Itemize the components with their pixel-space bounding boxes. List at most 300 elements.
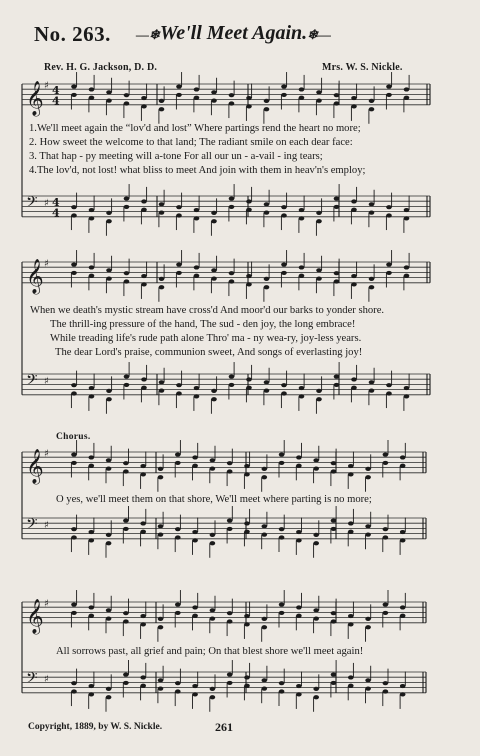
note-head [192, 464, 198, 468]
note-head [365, 467, 371, 471]
note-head [369, 99, 375, 103]
flourish-right: ❄— [307, 27, 332, 42]
note-head [158, 524, 164, 528]
lyric-line: When we death's mystic stream have cross'd And moor'd our barks to yonder shore. [30, 305, 385, 316]
note-head [192, 614, 198, 618]
note-head [369, 277, 375, 281]
note-head [106, 389, 112, 393]
note-head [192, 455, 198, 459]
note-head [316, 397, 322, 401]
note-head [227, 469, 233, 473]
note-head [89, 614, 95, 618]
note-head [348, 521, 354, 525]
note-head [89, 455, 95, 459]
note-head [124, 93, 130, 97]
note-head [299, 96, 305, 100]
note-head [106, 99, 112, 103]
note-head [158, 687, 164, 691]
note-head [229, 383, 235, 387]
note-head [400, 605, 406, 609]
note-head [211, 219, 217, 223]
note-head [316, 277, 322, 281]
note-head [334, 197, 340, 201]
note-head [210, 533, 216, 537]
note-head [227, 619, 233, 623]
note-head [400, 530, 406, 534]
note-head [404, 265, 410, 269]
time-signature-top: 4 [52, 83, 60, 97]
note-head [264, 285, 270, 289]
note-head [71, 391, 77, 395]
note-head [404, 208, 410, 212]
note-head [331, 519, 337, 523]
note-head [158, 467, 164, 471]
note-head [296, 684, 302, 688]
note-head [176, 85, 182, 89]
lyric-line: While treading life's rude path alone Thro' ma - ny wea-ry, joy-less years. [50, 333, 362, 344]
note-head [281, 383, 287, 387]
bass-clef: 𝄢 [26, 515, 38, 537]
note-head [365, 475, 371, 479]
note-head [175, 527, 181, 531]
note-head [141, 377, 147, 381]
note-head [351, 377, 357, 381]
note-head [211, 277, 217, 281]
note-head [400, 455, 406, 459]
lyric-line: 4.The lov'd, not lost! what bliss to meet And join with them in heav'n's employ; [29, 165, 366, 176]
note-head [211, 397, 217, 401]
note-head [264, 107, 270, 111]
note-head [124, 279, 130, 283]
note-head [140, 614, 146, 618]
note-head [210, 458, 216, 462]
note-head [262, 687, 268, 691]
note-head [141, 104, 147, 108]
key-signature-sharp: ♯ [44, 80, 49, 92]
note-head [176, 93, 182, 97]
note-head [264, 277, 270, 281]
note-head [176, 213, 182, 217]
note-head [264, 202, 270, 206]
note-head [334, 93, 340, 97]
note-head [369, 202, 375, 206]
note-head [141, 199, 147, 203]
note-head [123, 673, 129, 677]
note-head [89, 87, 95, 91]
note-head [227, 461, 233, 465]
note-head [244, 464, 250, 468]
note-head [383, 527, 389, 531]
composer-credit: Mrs. W. S. Nickle. [322, 62, 403, 73]
note-head [89, 684, 95, 688]
note-head [262, 467, 268, 471]
note-head [313, 617, 319, 621]
note-head [348, 684, 354, 688]
note-head [369, 380, 375, 384]
note-head [281, 263, 287, 267]
note-head [316, 211, 322, 215]
note-head [386, 263, 392, 267]
note-head [71, 85, 77, 89]
note-head [210, 541, 216, 545]
note-head [194, 96, 200, 100]
note-head [89, 386, 95, 390]
note-head [262, 475, 268, 479]
note-head [313, 608, 319, 612]
note-head [123, 681, 129, 685]
note-head [106, 687, 112, 691]
note-head [404, 386, 410, 390]
note-head [159, 202, 165, 206]
note-head [365, 625, 371, 629]
note-head [386, 85, 392, 89]
treble-clef: 𝄞 [26, 598, 44, 634]
note-head [299, 265, 305, 269]
note-head [244, 472, 250, 476]
note-head [211, 99, 217, 103]
note-head [89, 394, 95, 398]
note-head [227, 681, 233, 685]
note-head [71, 383, 77, 387]
note-head [194, 274, 200, 278]
bass-clef: 𝄢 [26, 371, 38, 393]
note-head [299, 87, 305, 91]
note-head [89, 530, 95, 534]
note-head [262, 524, 268, 528]
note-head [194, 87, 200, 91]
note-head [141, 96, 147, 100]
note-head [106, 608, 112, 612]
note-head [313, 458, 319, 462]
note-head [383, 689, 389, 693]
note-head [194, 208, 200, 212]
note-head [211, 268, 217, 272]
lyric-line: O yes, we'll meet them on that shore, We'll meet where parting is no more; [56, 494, 372, 505]
note-head [400, 692, 406, 696]
note-head [244, 521, 250, 525]
treble-clef: 𝄞 [26, 258, 44, 294]
hymn-title: We'll Meet Again. [159, 22, 308, 44]
note-head [106, 695, 112, 699]
note-head [123, 611, 129, 615]
note-head [71, 611, 77, 615]
note-head [400, 464, 406, 468]
note-head [313, 533, 319, 537]
note-head [351, 282, 357, 286]
note-head [404, 87, 410, 91]
note-head [106, 268, 112, 272]
note-head [159, 389, 165, 393]
lyric-line: All sorrows past, all grief and pain; On that blest shore we'll meet again! [56, 646, 364, 657]
note-head [159, 380, 165, 384]
note-head [159, 211, 165, 215]
key-signature-sharp: ♯ [44, 375, 49, 387]
note-head [211, 389, 217, 393]
note-head [299, 274, 305, 278]
note-head [279, 453, 285, 457]
note-head [400, 684, 406, 688]
note-head [348, 614, 354, 618]
page-number: 261 [215, 720, 233, 734]
note-head [123, 519, 129, 523]
note-head [141, 282, 147, 286]
note-head [229, 197, 235, 201]
note-head [281, 271, 287, 275]
note-head [264, 380, 270, 384]
note-head [331, 469, 337, 473]
note-head [124, 101, 130, 105]
note-head [316, 99, 322, 103]
lyric-line: The dear Lord's praise, communion sweet, And songs of everlasting joy! [55, 347, 363, 358]
lyric-line: 3. That hap - py meeting will a-tone For all our un - a-vail - ing tears; [29, 151, 323, 162]
note-head [106, 458, 112, 462]
note-head [281, 205, 287, 209]
note-head [106, 211, 112, 215]
note-head [158, 625, 164, 629]
note-head [158, 475, 164, 479]
note-head [175, 603, 181, 607]
note-head [123, 527, 129, 531]
note-head [316, 219, 322, 223]
key-signature-sharp: ♯ [44, 448, 49, 460]
note-head [89, 96, 95, 100]
note-head [89, 538, 95, 542]
note-head [351, 274, 357, 278]
note-head [331, 461, 337, 465]
note-head [106, 397, 112, 401]
note-head [383, 453, 389, 457]
note-head [348, 530, 354, 534]
note-head [262, 533, 268, 537]
note-head [175, 689, 181, 693]
note-head [192, 605, 198, 609]
note-head [262, 617, 268, 621]
note-head [176, 271, 182, 275]
note-head [299, 208, 305, 212]
note-head [331, 619, 337, 623]
note-head [123, 469, 129, 473]
note-head [351, 386, 357, 390]
note-head [244, 684, 250, 688]
note-head [316, 389, 322, 393]
note-head [175, 611, 181, 615]
note-head [296, 605, 302, 609]
note-head [386, 383, 392, 387]
note-head [158, 617, 164, 621]
note-head [194, 216, 200, 220]
note-head [331, 673, 337, 677]
note-head [71, 461, 77, 465]
note-head [246, 199, 252, 203]
note-head [106, 541, 112, 545]
note-head [246, 386, 252, 390]
note-head [71, 271, 77, 275]
lyricist-credit: Rev. H. G. Jackson, D. D. [44, 62, 158, 73]
time-signature-bottom: 4 [52, 94, 60, 108]
lyric-line: The thrill-ing pressure of the hand, The sud - den joy, the long embrace! [50, 319, 356, 330]
note-head [299, 394, 305, 398]
lyric-line: 1.We'll meet again the “lov'd and lost” Where partings rend the heart no more; [29, 123, 361, 134]
note-head [210, 695, 216, 699]
key-signature-sharp: ♯ [44, 197, 49, 209]
note-head [89, 605, 95, 609]
note-head [124, 205, 130, 209]
note-head [158, 533, 164, 537]
note-head [141, 274, 147, 278]
bass-clef: 𝄢 [26, 669, 38, 691]
note-head [210, 608, 216, 612]
note-head [89, 265, 95, 269]
note-head [383, 461, 389, 465]
note-head [365, 617, 371, 621]
time-signature-bottom: 4 [52, 206, 60, 220]
note-head [229, 271, 235, 275]
note-head [246, 282, 252, 286]
key-signature-sharp: ♯ [44, 673, 49, 685]
flourish-left: —❄ [136, 27, 160, 42]
note-head [192, 530, 198, 534]
note-head [106, 219, 112, 223]
note-head [296, 530, 302, 534]
note-head [106, 467, 112, 471]
note-head [365, 687, 371, 691]
note-head [334, 205, 340, 209]
note-head [348, 464, 354, 468]
note-head [365, 678, 371, 682]
note-head [369, 285, 375, 289]
note-head [210, 687, 216, 691]
note-head [279, 689, 285, 693]
note-head [175, 453, 181, 457]
note-head [158, 678, 164, 682]
note-head [229, 101, 235, 105]
note-head [331, 611, 337, 615]
treble-clef: 𝄞 [26, 448, 44, 484]
note-head [159, 277, 165, 281]
note-head [194, 265, 200, 269]
note-head [175, 461, 181, 465]
note-head [369, 389, 375, 393]
note-head [159, 285, 165, 289]
lyric-line: 2. How sweet the welcome to that land; The radiant smile on each dear face: [29, 137, 353, 148]
note-head [383, 603, 389, 607]
note-head [404, 96, 410, 100]
note-head [264, 211, 270, 215]
note-head [176, 391, 182, 395]
note-head [281, 85, 287, 89]
key-signature-sharp: ♯ [44, 519, 49, 531]
note-head [227, 527, 233, 531]
note-head [176, 205, 182, 209]
note-head [299, 386, 305, 390]
note-head [124, 271, 130, 275]
note-head [279, 603, 285, 607]
note-head [71, 205, 77, 209]
note-head [316, 90, 322, 94]
note-head [351, 96, 357, 100]
note-head [386, 213, 392, 217]
note-head [71, 93, 77, 97]
note-head [334, 271, 340, 275]
note-head [175, 535, 181, 539]
note-head [348, 622, 354, 626]
note-head [106, 617, 112, 621]
hymn-number: No. 263. [34, 22, 111, 46]
note-head [313, 467, 319, 471]
note-head [296, 464, 302, 468]
note-head [159, 107, 165, 111]
note-head [316, 268, 322, 272]
note-head [246, 377, 252, 381]
note-head [211, 211, 217, 215]
note-head [227, 611, 233, 615]
note-head [71, 213, 77, 217]
note-head [351, 208, 357, 212]
note-head [351, 199, 357, 203]
key-signature-sharp: ♯ [44, 598, 49, 610]
note-head [369, 107, 375, 111]
note-head [264, 99, 270, 103]
note-head [313, 541, 319, 545]
note-head [404, 274, 410, 278]
note-head [229, 205, 235, 209]
note-head [279, 611, 285, 615]
note-head [386, 93, 392, 97]
note-head [264, 389, 270, 393]
note-head [244, 622, 250, 626]
note-head [334, 383, 340, 387]
note-head [140, 472, 146, 476]
note-head [348, 472, 354, 476]
note-head [192, 538, 198, 542]
note-head [106, 533, 112, 537]
note-head [106, 277, 112, 281]
note-head [404, 394, 410, 398]
note-head [192, 692, 198, 696]
note-head [331, 527, 337, 531]
note-head [89, 692, 95, 696]
note-head [279, 527, 285, 531]
note-head [229, 93, 235, 97]
note-head [124, 197, 130, 201]
note-head [71, 689, 77, 693]
note-head [386, 271, 392, 275]
note-head [211, 90, 217, 94]
note-head [176, 383, 182, 387]
note-head [369, 211, 375, 215]
note-head [281, 391, 287, 395]
note-head [296, 538, 302, 542]
note-head [400, 614, 406, 618]
note-head [229, 279, 235, 283]
note-head [313, 687, 319, 691]
note-head [192, 684, 198, 688]
note-head [296, 455, 302, 459]
note-head [296, 692, 302, 696]
note-head [124, 375, 130, 379]
note-head [365, 533, 371, 537]
note-head [89, 464, 95, 468]
note-head [227, 673, 233, 677]
bass-clef: 𝄢 [26, 193, 38, 215]
note-head [210, 467, 216, 471]
note-head [227, 519, 233, 523]
note-head [348, 675, 354, 679]
note-head [281, 93, 287, 97]
note-head [334, 279, 340, 283]
note-head [246, 104, 252, 108]
note-head [71, 527, 77, 531]
